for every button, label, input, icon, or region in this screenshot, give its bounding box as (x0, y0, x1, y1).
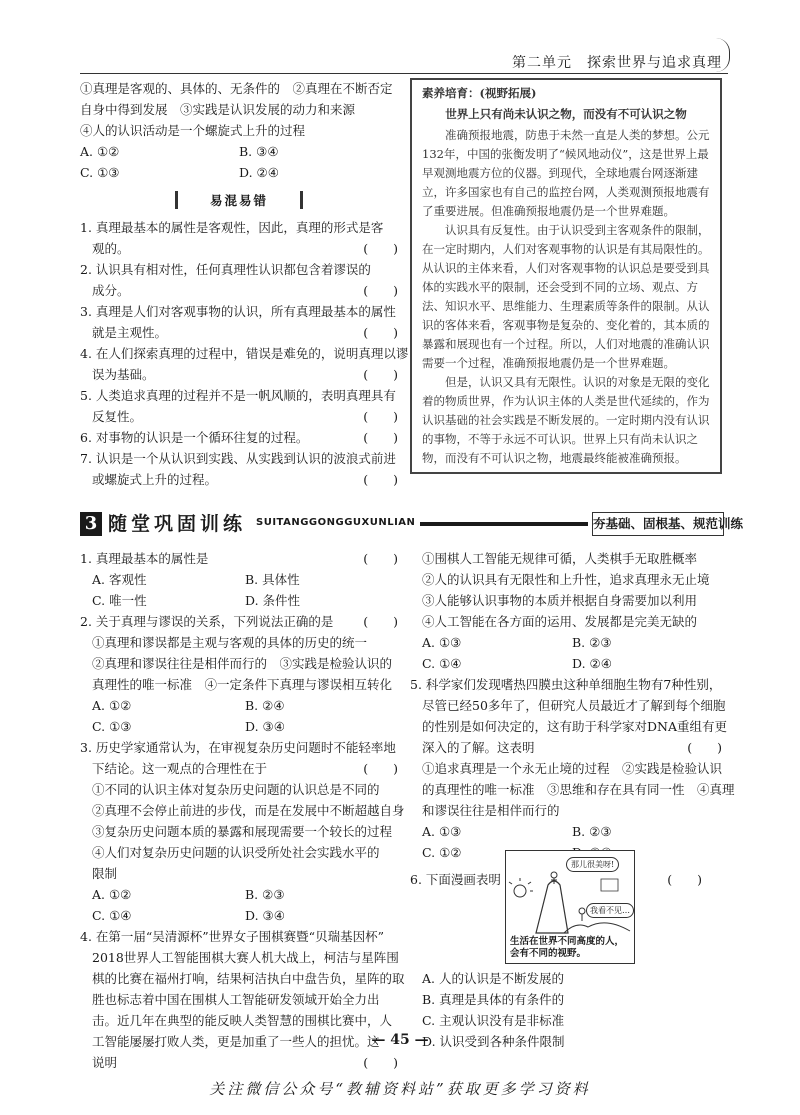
question-1: 1. 真理最基本的属性是 ( ) (80, 548, 398, 569)
answer-blank[interactable]: ( ) (363, 325, 398, 340)
option: D. 认识受到各种条件限制 (422, 1034, 565, 1049)
pitfall-text: 7. 认识是一个从认识到实践、从实践到认识的波浪式前进 (80, 451, 396, 466)
answer-blank[interactable]: ( ) (363, 761, 398, 776)
option: B. ②④ (245, 698, 285, 713)
pitfall-item-cont (80, 469, 398, 490)
question-5-line: 尽管已经50多年了，但研究人员最近才了解到每个细胞 (422, 698, 726, 713)
question-5-line: 的性别是如何决定的，这有助于科学家对DNA重组有更 (422, 719, 727, 734)
question-4-line: 工智能屡屡打败人类，更是加重了一些人的担忧。这 (92, 1034, 380, 1049)
option: D. 条件性 (245, 593, 301, 608)
pitfall-item (80, 427, 398, 448)
statement: 真理性的唯一标准 ④一定条件下真理与谬误相互转化 (92, 677, 393, 692)
page-number: — 45 — (371, 1032, 429, 1048)
answer-blank[interactable]: ( ) (363, 472, 398, 487)
statement: ③复杂历史问题本质的暴露和展现需要一个较长的过程 (92, 824, 393, 839)
pitfall-item-cont (80, 238, 398, 259)
expand-title: 世界上只有尚未认识之物，而没有不可认识之物 (445, 107, 687, 121)
answer-blank[interactable]: ( ) (363, 430, 398, 445)
option: B. ②③ (572, 824, 612, 839)
answer-blank[interactable]: ( ) (363, 367, 398, 382)
section-banner (80, 512, 744, 536)
question-4-line: 2018世界人工智能围棋大赛人机大战上，柯洁与星阵围 (92, 950, 399, 965)
option: A. ①② (92, 887, 132, 902)
question-2: 2. 关于真理与谬误的关系，下列说法正确的是 ( ) (80, 611, 398, 632)
statement: ②真理和谬误往往是相伴而行的 ③实践是检验认识的 (92, 656, 393, 671)
pitfall-item (80, 448, 398, 469)
expand-panel (410, 78, 722, 474)
pitfall-text: 1. 真理最基本的属性是客观性，因此，真理的形式是客 (80, 220, 384, 235)
option: A. ①② (92, 698, 132, 713)
exercise-right-column (410, 548, 735, 890)
question-4-line: 说明 (92, 1055, 118, 1070)
section-heading: 随堂巩固训练 (108, 513, 247, 535)
header-divider (80, 73, 728, 74)
pitfall-text: 反复性。 (92, 409, 143, 424)
pitfall-item (80, 301, 398, 322)
speech-bubble: 那儿很美呀! (566, 857, 619, 872)
answer-blank[interactable]: ( ) (363, 614, 398, 629)
pitfall-item-cont (80, 364, 398, 385)
option: B. 具体性 (245, 572, 300, 587)
pitfall-text: 6. 对事物的认识是一个循环往复的过程。 (80, 430, 309, 445)
pitfall-text: 误为基础。 (92, 367, 155, 382)
statement: ②真理不会停止前进的步伐，而是在发展中不断超越自身 (92, 803, 405, 818)
option: D. ②④ (572, 656, 612, 671)
option: C. ①④ (422, 656, 462, 671)
option-row (80, 162, 398, 183)
pitfall-text: 4. 在人们探索真理的过程中，错误是难免的，说明真理以谬 (80, 346, 409, 361)
section-title: 易混易错 (175, 191, 303, 209)
option: B. ②③ (245, 887, 285, 902)
question-5-line: 5. 科学家们发现嗜热四膜虫这种单细胞生物有7种性别， (410, 677, 722, 692)
footer-note: 关注微信公众号“教辅资料站”获取更多学习资料 (209, 1080, 591, 1098)
pitfall-item (80, 385, 398, 406)
option: A. 客观性 (92, 572, 147, 587)
answer-blank[interactable]: ( ) (363, 283, 398, 298)
section-number: 3 (80, 512, 102, 536)
continued-line: ④人的认识活动是一个螺旋式上升的过程 (80, 123, 306, 138)
pitfall-text: 3. 真理是人们对客观事物的认识，所有真理最基本的属性 (80, 304, 396, 319)
option: C. 主观认识没有是非标准 (422, 1013, 565, 1028)
option: C. ①④ (92, 908, 132, 923)
option: A. ①③ (422, 635, 462, 650)
expand-paragraph: 认识具有反复性。由于认识受到主客观条件的限制，在一定时期内，人们对客观事物的认识是有其局限性的。从认识的主体来看，人们对客观事物的认识总是要受到具体的实践水平的限制，还会受到不同的立场、观点、方法、知识水平、思维能力、生理素质等条件的限制。从认识的客体来看，客观事物是复杂的、变化着的，其本质的暴露和展现也有一个过程。所以，人们对地震的准确认识需要一个过程，准确预报地震仍是一个世界难题。 (422, 223, 710, 370)
question-4-line: 击。近几年在典型的能反映人类智慧的围棋比赛中，人 (92, 1013, 393, 1028)
pitfall-item-cont (80, 322, 398, 343)
pitfall-text: 5. 人类追求真理的过程并不是一帆风顺的，表明真理具有 (80, 388, 396, 403)
question-6: 6. 下面漫画表明 ( ) (410, 869, 722, 890)
pitfall-item-cont (80, 406, 398, 427)
option: C. ①③ (80, 165, 120, 180)
statement: ④人们对复杂历史问题的认识受所处社会实践水平的 (92, 845, 380, 860)
cartoon-image (505, 850, 635, 964)
option: A. 人的认识是不断发展的 (422, 971, 564, 986)
pitfall-text: 2. 认识具有相对性，任何真理性认识都包含着谬误的 (80, 262, 371, 277)
speech-bubble: 我看不见… (586, 903, 634, 918)
pitfall-item-cont (80, 280, 398, 301)
expand-paragraph: 但是，认识又具有无限性。认识的对象是无限的变化着的物质世界，作为认识主体的人类是世代延续的，作为认识基础的社会实践是不断发展的。一定时期内没有认识的事物，不等于永远不可认识。世界上只有尚未认识之物，而没有不可认识之物，地震最终能被准确预报。 (422, 375, 710, 465)
option: B. ②③ (572, 635, 612, 650)
option-row (80, 141, 398, 162)
statement: ③人能够认识事物的本质并根据自身需要加以利用 (422, 593, 698, 608)
continued-line: ①真理是客观的、具体的、无条件的 ②真理在不断否定 (80, 81, 393, 96)
expand-tag: 素养培育：(视野拓展) (422, 86, 537, 100)
answer-blank[interactable]: ( ) (687, 740, 722, 755)
pitfall-item (80, 217, 398, 238)
option: C. ①③ (92, 719, 132, 734)
answer-blank[interactable]: ( ) (363, 1055, 398, 1070)
option: B. 真理是具体的有条件的 (422, 992, 565, 1007)
option: A. ①② (80, 144, 120, 159)
unit-title: 第二单元 探索世界与追求真理 (512, 55, 722, 71)
statement: 的真理性的唯一标准 ③思维和存在具有同一性 ④真理 (422, 782, 735, 797)
option: C. 唯一性 (92, 593, 147, 608)
question-4-line: 棋的比赛在福州打响，结果柯洁执白中盘告负，星阵的取 (92, 971, 405, 986)
statement: ④人工智能在各方面的运用、发展都是完美无缺的 (422, 614, 698, 629)
question-5-line: 深入的了解。这表明 (422, 740, 535, 755)
question-3-stem: 下结论。这一观点的合理性在于 (92, 761, 268, 776)
option: D. ②④ (239, 165, 279, 180)
answer-blank[interactable]: ( ) (363, 551, 398, 566)
pitfall-text: 或螺旋式上升的过程。 (92, 472, 218, 487)
header-ornament (715, 38, 730, 72)
statement: ①追求真理是一个永无止境的过程 ②实践是检验认识 (422, 761, 723, 776)
section-slogan: 夯基础、固根基、规范训练 (592, 512, 724, 536)
option: D. ③④ (245, 719, 285, 734)
option: A. ①③ (422, 824, 462, 839)
option: D. ③④ (245, 908, 285, 923)
continued-line: 自身中得到发展 ③实践是认识发展的动力和来源 (80, 102, 356, 117)
statement: ①围棋人工智能无规律可循，人类棋手无取胜概率 (422, 551, 698, 566)
question-4-line: 胜也标志着中国在围棋人工智能研发领域开始全力出 (92, 992, 380, 1007)
statement: 和谬误往往是相伴而行的 (422, 803, 560, 818)
top-left-column (80, 78, 409, 490)
answer-blank[interactable]: ( ) (363, 409, 398, 424)
expand-paragraph: 准确预报地震，防患于未然一直是人类的梦想。公元132年，中国的张衡发明了“候风地动仪”，这是世界上最早观测地震方位的仪器。到现代，全球地震台网逐渐建立，许多国家也有自己的监控台网，人类观测预报地震有了重要进展。但准确预报地震仍是一个世界难题。 (422, 128, 710, 218)
pitfall-item (80, 343, 409, 364)
question-4-line: 4. 在第一届“吴清源杯”世界女子围棋赛暨“贝瑞基因杯” (80, 929, 384, 944)
option: C. ①② (422, 845, 462, 860)
pitfall-item (80, 259, 398, 280)
statement: ②人的认识具有无限性和上升性，追求真理永无止境 (422, 572, 710, 587)
statement: ①真理和谬误都是主观与客观的具体的历史的统一 (92, 635, 368, 650)
answer-blank[interactable]: ( ) (363, 241, 398, 256)
pitfall-text: 就是主观性。 (92, 325, 168, 340)
section-pinyin: SUITANGGONGGUXUNLIAN (256, 517, 416, 528)
option: B. ③④ (239, 144, 279, 159)
statement: ①不同的认识主体对复杂历史问题的认识总是不同的 (92, 782, 380, 797)
pitfall-text: 观的。 (92, 241, 130, 256)
cartoon-caption: 生活在世界不同高度的人， 会有不同的视野。 (510, 936, 625, 959)
statement: 限制 (92, 866, 118, 881)
answer-blank[interactable]: ( ) (667, 872, 702, 887)
pitfall-text: 成分。 (92, 283, 130, 298)
question-3: 3. 历史学家通常认为，在审视复杂历史问题时不能轻率地 (80, 740, 396, 755)
pitfall-list (80, 217, 409, 490)
banner-bar (420, 522, 588, 526)
